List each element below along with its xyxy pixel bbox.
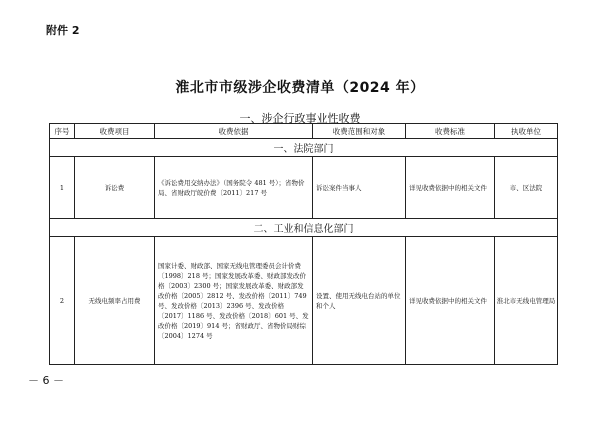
row-item: 无线电频率占用费	[75, 237, 155, 365]
header-no: 序号	[50, 124, 75, 139]
row-basis: 国家计委、财政部、国家无线电管理委员会计价费〔1998〕218 号；国家发展改革委、财政部发改价格〔2003〕2300 号；国家发展改革委、财政部发改价格〔2005〕2812 号、发改价格〔2011〕749 号、发改价格〔2013〕2396 号、发改价格〔2017〕1186 号、发改价格〔2018〕601 号、发改价格〔2019〕914 号；省财政厅、省物价局财综〔2004〕1274 号	[155, 237, 313, 365]
department-name: 一、法院部门	[50, 139, 558, 157]
header-standard: 收费标准	[406, 124, 495, 139]
table-header-row	[50, 124, 558, 139]
attachment-label: 附件 2	[46, 24, 80, 37]
header-scope: 收费范围和对象	[313, 124, 406, 139]
header-unit: 执收单位	[495, 124, 558, 139]
department-row	[50, 219, 558, 237]
row-unit: 淮北市无线电管理局	[495, 237, 558, 365]
header-item: 收费项目	[75, 124, 155, 139]
section-title: 一、涉企行政事业性收费	[239, 112, 361, 125]
row-no: 1	[50, 157, 75, 219]
table-row	[50, 157, 558, 219]
row-no: 2	[50, 237, 75, 365]
row-scope: 设置、使用无线电台站的单位和个人	[313, 237, 406, 365]
department-row	[50, 139, 558, 157]
header-basis: 收费依据	[155, 124, 313, 139]
row-basis: 《诉讼费用交纳办法》（国务院令 481 号）；省物价局、省财政厅皖价费〔2011〕217 号	[155, 157, 313, 219]
department-name: 二、工业和信息化部门	[50, 219, 558, 237]
table-row	[50, 237, 558, 365]
row-standard: 详见收费依据中的相关文件	[406, 157, 495, 219]
page-number: － 6 －	[28, 374, 64, 387]
row-standard: 详见收费依据中的相关文件	[406, 237, 495, 365]
row-unit: 市、区法院	[495, 157, 558, 219]
row-scope: 诉讼案件当事人	[313, 157, 406, 219]
fee-table	[49, 123, 557, 365]
document-title: 淮北市市级涉企收费清单（2024 年）	[175, 80, 425, 96]
row-item: 诉讼费	[75, 157, 155, 219]
